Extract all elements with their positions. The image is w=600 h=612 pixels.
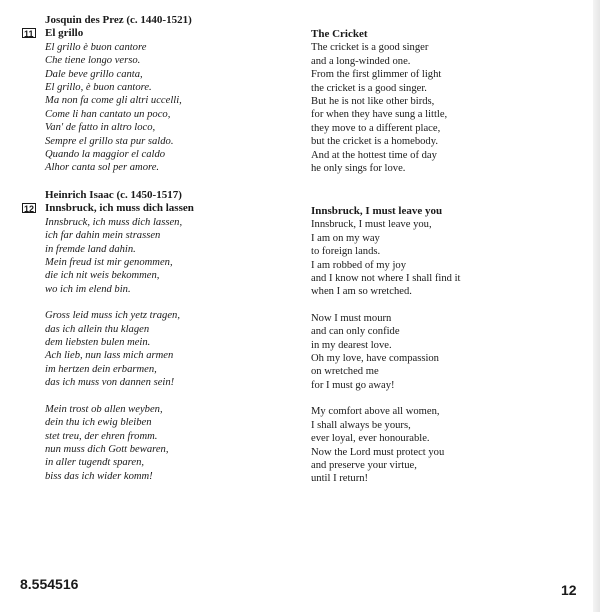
lyric-line: in aller tugendt sparen,	[45, 457, 145, 469]
lyric-line: dem liebsten bulen mein.	[45, 337, 151, 349]
lyric-line: stet treu, der ehren fromm.	[45, 430, 158, 442]
lyrics-stanza	[22, 216, 194, 296]
lyric-line: The cricket is a good singer	[311, 42, 429, 54]
composer-heading: Heinrich Isaac (c. 1450-1517)	[45, 189, 182, 201]
lyric-line: From the first glimmer of light	[311, 69, 442, 81]
lyric-line: I am robbed of my joy	[311, 259, 407, 271]
lyric-line: El grillo, è buon cantore.	[45, 82, 152, 94]
lyrics-stanza	[311, 405, 460, 485]
lyric-line: biss das ich wider komm!	[45, 470, 153, 482]
lyric-line: Sempre el grillo sta pur saldo.	[45, 135, 174, 147]
composer-heading: Josquin des Prez (c. 1440-1521)	[45, 14, 192, 26]
lyric-line: Dale beve grillo canta,	[45, 68, 143, 80]
lyric-line: the cricket is a good singer.	[311, 82, 427, 94]
lyric-line: and can only confide	[311, 326, 400, 338]
lyrics-stanza	[22, 41, 192, 175]
lyric-line: to foreign lands.	[311, 246, 381, 258]
lyric-line: Oh my love, have compassion	[311, 353, 439, 365]
lyric-line: But he is not like other birds,	[311, 96, 435, 108]
lyric-line: and I know not where I shall find it	[311, 273, 461, 285]
track-number-badge: 11	[24, 29, 34, 40]
lyrics-stanza	[311, 218, 460, 298]
lyric-line: when I am so wretched.	[311, 286, 412, 298]
lyric-line: Come li han cantato un poco,	[45, 108, 171, 120]
lyric-line: ever loyal, ever honourable.	[311, 433, 430, 445]
catalog-number: 8.554516	[20, 576, 79, 592]
lyric-line: wo ich im elend bin.	[45, 283, 131, 295]
page-edge-shadow	[593, 0, 600, 612]
song-innsbruck-translation	[311, 205, 460, 486]
lyric-line: Ma non fa come gli altri uccelli,	[45, 95, 182, 107]
lyric-line: Quando la maggior el caldo	[45, 149, 166, 161]
lyrics-stanza	[22, 309, 194, 389]
lyric-line: Ach lieb, nun lass mich armen	[45, 350, 174, 362]
lyric-line: until I return!	[311, 473, 369, 485]
lyric-line: Che tiene longo verso.	[45, 55, 141, 67]
lyrics-stanza	[22, 403, 194, 483]
lyric-line: nun muss dich Gott bewaren,	[45, 443, 169, 455]
lyric-line: Gross leid muss ich yetz tragen,	[45, 310, 180, 322]
lyric-line: Now the Lord must protect you	[311, 446, 445, 458]
song-title: Innsbruck, ich muss dich lassen	[45, 202, 194, 215]
lyric-line: Mein freud ist mir genommen,	[45, 257, 173, 269]
lyric-line: die ich nit weis bekommen,	[45, 270, 160, 282]
lyric-line: dein thu ich ewig bleiben	[45, 417, 152, 429]
lyric-line: in fremde land dahin.	[45, 243, 136, 255]
song-title: The Cricket	[311, 28, 368, 40]
lyric-line: I shall always be yours,	[311, 419, 411, 431]
lyric-line: and a long-winded one.	[311, 55, 411, 67]
lyric-line: ich far dahin mein strassen	[45, 230, 161, 242]
lyric-line: Innsbruck, ich muss dich lassen,	[45, 216, 183, 228]
lyric-line: Mein trost ob allen weyben,	[45, 403, 163, 415]
page-number: 12	[561, 582, 577, 598]
song-innsbruck-original	[22, 189, 194, 483]
lyric-line: on wretched me	[311, 366, 379, 378]
song-el-grillo-original	[22, 14, 192, 175]
lyric-line: for when they have sung a little,	[311, 109, 448, 121]
lyric-line: Innsbruck, I must leave you,	[311, 219, 432, 231]
lyric-line: in my dearest love.	[311, 339, 392, 351]
lyric-line: And at the hottest time of day	[311, 149, 437, 161]
lyric-line: but the cricket is a homebody.	[311, 136, 438, 148]
lyric-line: for I must go away!	[311, 379, 395, 391]
lyric-line: and preserve your virtue,	[311, 459, 417, 471]
track-number-badge: 12	[24, 204, 35, 215]
lyric-line: El grillo è buon cantore	[45, 41, 147, 53]
song-title: El grillo	[45, 27, 84, 40]
lyric-line: they move to a different place,	[311, 122, 441, 134]
lyrics-stanza	[311, 312, 460, 392]
lyric-line: Alhor canta sol per amore.	[45, 162, 160, 174]
lyric-line: I am on my way	[311, 232, 380, 244]
lyric-line: Now I must mourn	[311, 312, 392, 324]
lyrics-stanza	[311, 41, 447, 175]
song-title-row	[22, 202, 194, 215]
lyric-line: he only sings for love.	[311, 163, 406, 175]
song-title-row	[22, 27, 192, 40]
lyric-line: Van' de fatto in altro loco,	[45, 122, 156, 134]
lyric-line: im hertzen dein erbarmen,	[45, 363, 157, 375]
song-title: Innsbruck, I must leave you	[311, 205, 443, 217]
lyric-line: das ich muss von dannen sein!	[45, 377, 175, 389]
lyric-line: das ich allein thu klagen	[45, 323, 150, 335]
song-cricket-translation	[311, 28, 447, 175]
lyric-line: My comfort above all women,	[311, 406, 440, 418]
